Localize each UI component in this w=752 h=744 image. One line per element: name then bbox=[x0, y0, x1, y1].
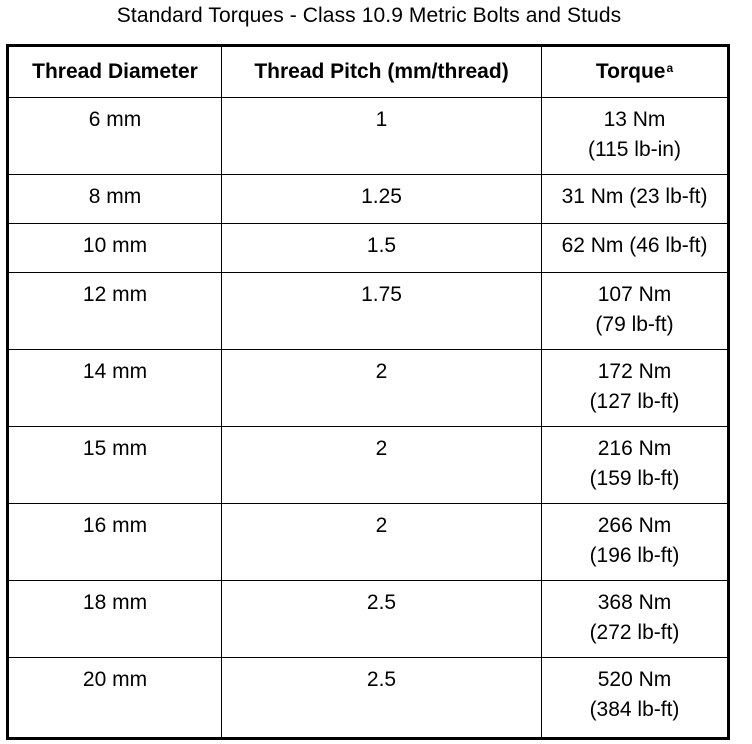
torque-cell bbox=[542, 581, 729, 658]
table-row bbox=[8, 175, 729, 224]
table-row bbox=[8, 581, 729, 658]
diameter-cell: 8 mm bbox=[8, 175, 222, 224]
diameter-cell: 15 mm bbox=[8, 427, 222, 504]
torque-imperial: (272 lb-ft) bbox=[589, 621, 680, 644]
torque-cell bbox=[542, 98, 729, 175]
torque-metric: 62 Nm (46 lb-ft) bbox=[561, 234, 708, 257]
torque-metric: 31 Nm (23 lb-ft) bbox=[561, 185, 708, 208]
torque-metric: 13 Nm bbox=[603, 108, 666, 131]
pitch-cell: 2 bbox=[222, 504, 542, 581]
torque-imperial: (127 lb-ft) bbox=[589, 390, 680, 413]
torque-imperial: (159 lb-ft) bbox=[589, 467, 680, 490]
torque-cell bbox=[542, 658, 729, 739]
pitch-cell: 1 bbox=[222, 98, 542, 175]
diameter-cell: 14 mm bbox=[8, 350, 222, 427]
diameter-cell: 20 mm bbox=[8, 658, 222, 739]
table-row bbox=[8, 98, 729, 175]
torque-metric: 520 Nm bbox=[597, 668, 672, 691]
diameter-cell: 18 mm bbox=[8, 581, 222, 658]
torque-metric: 107 Nm bbox=[597, 283, 672, 306]
diameter-cell: 6 mm bbox=[8, 98, 222, 175]
torque-cell bbox=[542, 273, 729, 350]
torque-imperial: (384 lb-ft) bbox=[589, 698, 680, 721]
table-row bbox=[8, 273, 729, 350]
torque-metric: 266 Nm bbox=[597, 514, 672, 537]
table-caption: Standard Torques - Class 10.9 Metric Bolts and Studs bbox=[116, 4, 622, 27]
table-row bbox=[8, 427, 729, 504]
table-row bbox=[8, 658, 729, 739]
pitch-cell: 2 bbox=[222, 350, 542, 427]
diameter-cell: 12 mm bbox=[8, 273, 222, 350]
torque-imperial: (115 lb-in) bbox=[588, 138, 681, 161]
torque-cell bbox=[542, 427, 729, 504]
torque-metric: 172 Nm bbox=[597, 360, 672, 383]
header-thread-pitch: Thread Pitch (mm/thread) bbox=[222, 46, 542, 98]
torque-cell bbox=[542, 504, 729, 581]
torque-table bbox=[6, 44, 730, 740]
torque-metric: 368 Nm bbox=[597, 591, 672, 614]
header-torque-label: Torque bbox=[595, 60, 666, 83]
pitch-cell: 2.5 bbox=[222, 581, 542, 658]
header-row bbox=[8, 46, 729, 98]
pitch-cell: 1.75 bbox=[222, 273, 542, 350]
torque-cell bbox=[542, 224, 729, 273]
footnote-marker: a bbox=[666, 61, 674, 75]
pitch-cell: 2 bbox=[222, 427, 542, 504]
diameter-cell: 16 mm bbox=[8, 504, 222, 581]
torque-imperial: (196 lb-ft) bbox=[589, 544, 680, 567]
torque-metric: 216 Nm bbox=[597, 437, 672, 460]
pitch-cell: 1.25 bbox=[222, 175, 542, 224]
torque-imperial: (79 lb-ft) bbox=[595, 313, 674, 336]
pitch-cell: 2.5 bbox=[222, 658, 542, 739]
table-row bbox=[8, 224, 729, 273]
table-row bbox=[8, 504, 729, 581]
diameter-cell: 10 mm bbox=[8, 224, 222, 273]
pitch-cell: 1.5 bbox=[222, 224, 542, 273]
table-row bbox=[8, 350, 729, 427]
torque-cell bbox=[542, 350, 729, 427]
header-thread-diameter: Thread Diameter bbox=[8, 46, 222, 98]
torque-cell bbox=[542, 175, 729, 224]
header-torque bbox=[542, 46, 729, 98]
